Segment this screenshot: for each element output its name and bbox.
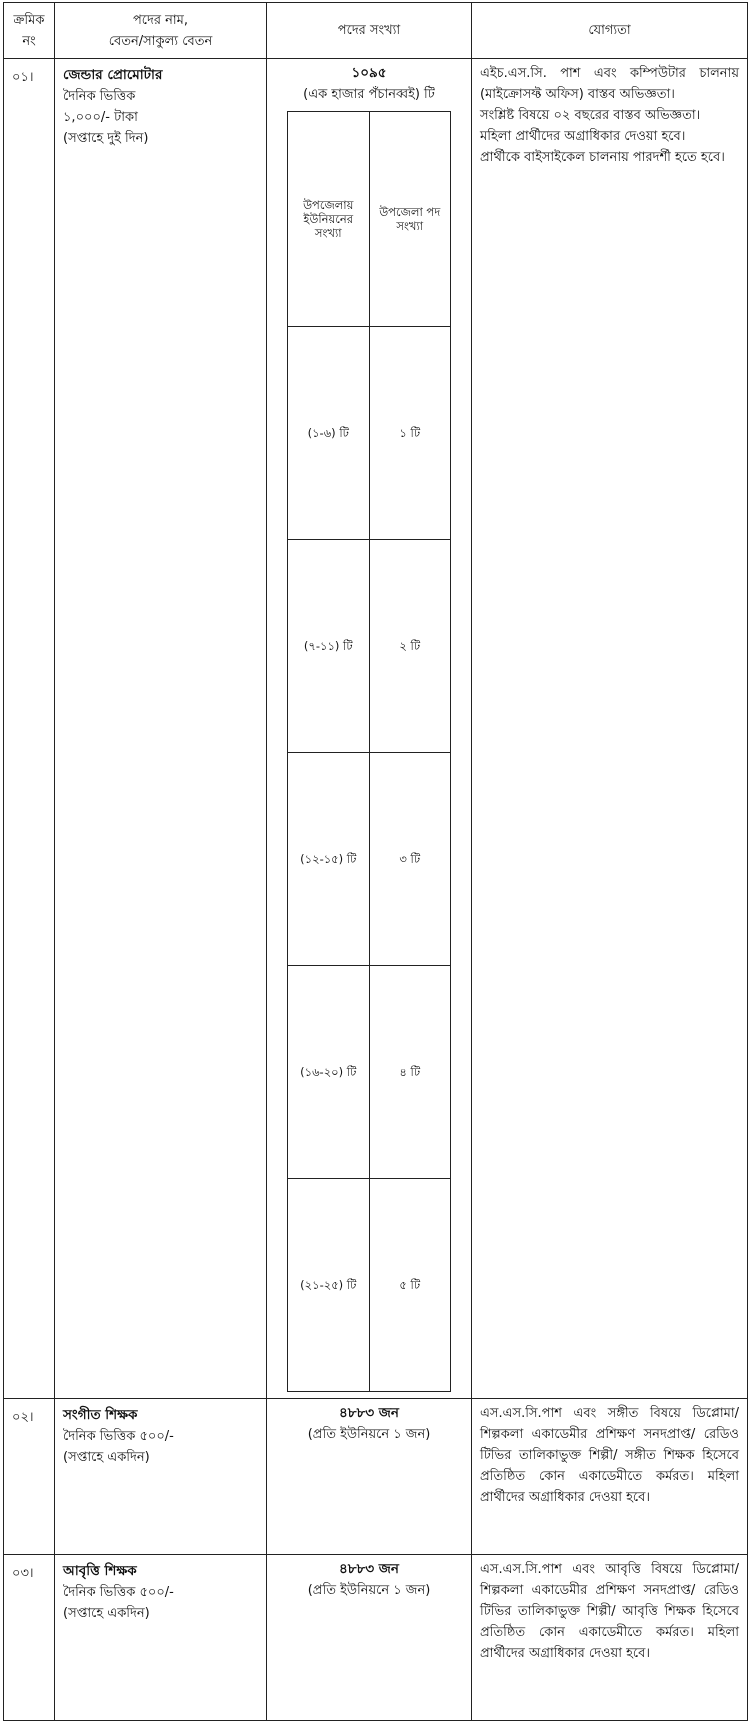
allocation-posts: ৪ টি	[369, 966, 451, 1179]
allocation-header-right: উপজেলা পদ সংখ্যা	[369, 112, 451, 327]
table-row	[4, 59, 748, 1399]
header-serial-line2: নং	[22, 33, 36, 49]
qualification-cell	[472, 59, 748, 1399]
count-cell	[267, 1399, 472, 1555]
table-header-row	[4, 3, 748, 59]
qualification-cell	[472, 1555, 748, 1721]
qualification-cell	[472, 1399, 748, 1555]
post-count-words: (এক হাজার পঁচানব্বই) টি	[303, 87, 435, 102]
allocation-posts: ৫ টি	[369, 1179, 451, 1392]
qualification-text: এইচ.এস.সি. পাশ এবং কম্পিউটার চালনায় (মাইক্রোসফ্ট অফিস) বাস্তব অভিজ্ঞতা।	[480, 66, 739, 102]
post-count: ১০৯৫	[351, 65, 387, 81]
post-title: সংগীত শিক্ষক	[63, 1407, 138, 1423]
post-cell	[55, 1555, 267, 1721]
header-post-line1: পদের নাম,	[132, 12, 189, 28]
count-cell	[267, 59, 472, 1399]
allocation-unions: (২১-২৫) টি	[288, 1179, 370, 1392]
allocation-row	[288, 540, 451, 753]
table-row	[4, 1399, 748, 1555]
post-count: ৪৮৮৩ জন	[339, 1405, 399, 1421]
allocation-row	[288, 327, 451, 540]
pay-line: দৈনিক ভিত্তিক	[63, 89, 136, 104]
allocation-table	[287, 111, 451, 1392]
table-row	[4, 1555, 748, 1721]
post-title: আবৃত্তি শিক্ষক	[63, 1563, 137, 1579]
post-cell	[55, 59, 267, 1399]
count-cell	[267, 1555, 472, 1721]
qualification-text: এস.এস.সি.পাশ এবং সঙ্গীত বিষয়ে ডিপ্লোমা/ শিল্পকলা একাডেমীর প্রশিক্ষণ সনদপ্রাপ্ত/ রেডিও টিভির তালিকাভুক্ত শিল্পী/ সঙ্গীত শিক্ষক হিসেবে প্রতিষ্ঠিত কোন একাডেমীতে কর্মরত। মহিলা প্রার্থীদের অগ্রাধিকার দেওয়া হবে।	[480, 1406, 739, 1505]
allocation-posts: ৩ টি	[369, 753, 451, 966]
post-title: জেন্ডার প্রোমোটার	[63, 67, 163, 83]
allocation-header-left: উপজেলায় ইউনিয়নের সংখ্যা	[288, 112, 370, 327]
allocation-posts: ১ টি	[369, 327, 451, 540]
allocation-row	[288, 1179, 451, 1392]
allocation-unions: (১২-১৫) টি	[288, 753, 370, 966]
pay-line: (সপ্তাহে একদিন)	[63, 1450, 150, 1465]
qualification-text: প্রার্থীকে বাইসাইকেল চালনায় পারদর্শী হতে হবে।	[480, 150, 725, 165]
allocation-unions: (১৬-২০) টি	[288, 966, 370, 1179]
pay-line: দৈনিক ভিত্তিক ৫০০/-	[63, 1585, 174, 1600]
pay-line: ১,০০০/- টাকা	[63, 110, 138, 125]
serial-cell: ০৩।	[4, 1555, 55, 1721]
qualification-text: সংশ্লিষ্ট বিষয়ে ০২ বছরের বাস্তব অভিজ্ঞতা।	[480, 108, 701, 123]
pay-line: (সপ্তাহে দুই দিন)	[63, 131, 149, 146]
allocation-row	[288, 753, 451, 966]
qualification-text: এস.এস.সি.পাশ এবং আবৃত্তি বিষয়ে ডিপ্লোমা/ শিল্পকলা একাডেমীর প্রশিক্ষণ সনদপ্রাপ্ত/ রেডিও টিভির তালিকাভুক্ত শিল্পী/ আবৃত্তি শিক্ষক হিসেবে প্রতিষ্ঠিত কোন একাডেমীতে কর্মরত। মহিলা প্রার্থীদের অগ্রাধিকার দেওয়া হবে।	[480, 1562, 739, 1661]
serial-cell: ০১।	[4, 59, 55, 1399]
job-table	[3, 2, 748, 1721]
post-count-words: (প্রতি ইউনিয়নে ১ জন)	[307, 1583, 431, 1598]
header-qualification: যোগ্যতা	[472, 3, 748, 59]
allocation-posts: ২ টি	[369, 540, 451, 753]
header-serial	[4, 3, 55, 59]
header-post	[55, 3, 267, 59]
allocation-row	[288, 966, 451, 1179]
allocation-unions: (১-৬) টি	[288, 327, 370, 540]
allocation-header-row	[288, 112, 451, 327]
serial-cell: ০২।	[4, 1399, 55, 1555]
pay-line: দৈনিক ভিত্তিক ৫০০/-	[63, 1429, 174, 1444]
pay-line: (সপ্তাহে একদিন)	[63, 1606, 150, 1621]
post-cell	[55, 1399, 267, 1555]
allocation-unions: (৭-১১) টি	[288, 540, 370, 753]
header-serial-line1: ক্রমিক	[13, 12, 45, 28]
header-post-line2: বেতন/সাকুল্য বেতন	[108, 33, 213, 49]
qualification-text: মহিলা প্রার্থীদের অগ্রাধিকার দেওয়া হবে।	[480, 129, 686, 144]
header-count: পদের সংখ্যা	[267, 3, 472, 59]
post-count: ৪৮৮৩ জন	[339, 1561, 399, 1577]
post-count-words: (প্রতি ইউনিয়নে ১ জন)	[307, 1427, 431, 1442]
